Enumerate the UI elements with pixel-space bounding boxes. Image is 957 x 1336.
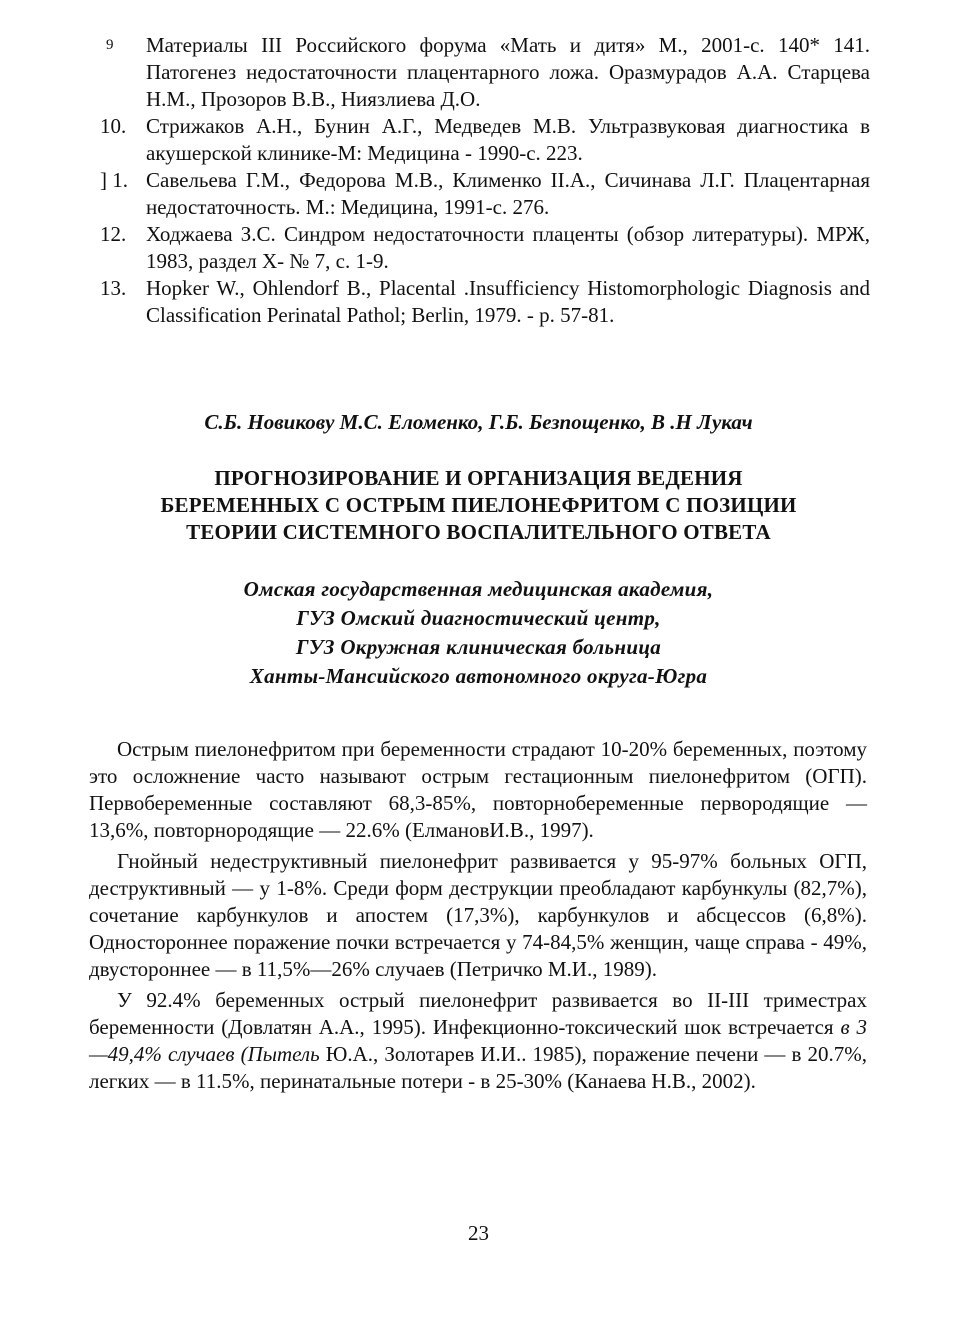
paragraph-text: У 92.4% беременных острый пиелонефрит развивается во II-III триместрах беременности (Довлатян А.А., 1995). Инфекционно-токсический шок встречается	[89, 988, 867, 1039]
reference-number: 13.	[100, 276, 127, 300]
reference-item	[100, 221, 870, 275]
reference-item	[100, 32, 870, 113]
reference-number: ] 1.	[100, 168, 128, 192]
reference-number: 10.	[100, 114, 127, 138]
reference-list	[100, 32, 870, 329]
reference-text: Ходжаева З.С. Синдром недостаточности плаценты (обзор литературы). МРЖ, 1983, раздел X- № 7, с. 1-9.	[146, 222, 870, 273]
title-line: БЕРЕМЕННЫХ С ОСТРЫМ ПИЕЛОНЕФРИТОМ С ПОЗИЦИИ	[160, 493, 797, 517]
page-number: 23	[468, 1221, 489, 1245]
body-paragraph: Гнойный недеструктивный пиелонефрит развивается у 95-97% больных ОГП, деструктивный — у 1-8%. Среди форм деструкции преобладают карбункулы (82,7%), сочетание карбункулов и апостем (17,3%), карбункулов и абсцессов (6,8%). Одностороннее поражение почки встречается у 74-84,5% женщин, чаще справа - 49%, двустороннее — в 11,5%—26% случаев (Петричко М.И., 1989).	[89, 849, 867, 981]
affiliation-line: Ханты-Мансийского автономного округа-Югра	[249, 664, 708, 688]
affiliation-line: Омская государственная медицинская академия,	[243, 577, 714, 601]
reference-text: Hopker W., Ohlendorf B., Placental .Insufficiency Histomorphologic Diagnosis and Classification Perinatal Pathol; Berlin, 1979. - p. 57-81.	[146, 276, 870, 327]
reference-text: Савельева Г.М., Федорова М.В., Клименко II.А., Сичинава Л.Г. Плацентарная недостаточность. М.: Медицина, 1991-с. 276.	[146, 168, 870, 219]
title-line: ПРОГНОЗИРОВАНИЕ И ОРГАНИЗАЦИЯ ВЕДЕНИЯ	[214, 466, 743, 490]
reference-text: Стрижаков А.Н., Бунин А.Г., Медведев М.В. Ультразвуковая диагностика в акушерской клинике-М: Медицина - 1990-с. 223.	[146, 114, 870, 165]
article-body	[89, 736, 867, 1099]
paragraph-italic-text: в 3—49,4% случаев (Пытель	[89, 1015, 867, 1066]
body-paragraph: Острым пиелонефритом при беременности страдают 10-20% беременных, поэтому это осложнение часто называют острым гестационным пиелонефритом (ОГП). Первобеременные составляют 68,3-85%, повторнобеременные первородящие — 13,6%, повторнородящие — 22.6% (ЕлмановИ.В., 1997).	[89, 737, 867, 842]
article-authors: С.Б. Новикову М.С. Еломенко, Г.Б. Безпощенко, В .Н Лукач	[204, 410, 753, 434]
reference-number: 12.	[100, 222, 127, 246]
affiliation-line: ГУЗ Окружная клиническая больница	[295, 635, 662, 659]
reference-item	[100, 275, 870, 329]
body-paragraph	[89, 987, 867, 1095]
reference-item	[100, 167, 870, 221]
reference-number: 9	[106, 37, 114, 53]
affiliation-line: ГУЗ Омский диагностический центр,	[296, 606, 661, 630]
reference-text: Материалы III Российского форума «Мать и дитя» М., 2001-с. 140* 141. Патогенез недостаточности плацентарного ложа. Оразмурадов А.А. Старцева Н.М., Прозоров В.В., Ниязлиева Д.О.	[146, 33, 870, 111]
reference-item	[100, 113, 870, 167]
paragraph-text: Ю.А., Золотарев И.И.. 1985), поражение печени — в 20.7%, легких — в 11.5%, перинатальные потери - в 25-30% (Канаева Н.В., 2002).	[89, 1042, 868, 1093]
title-line: ТЕОРИИ СИСТЕМНОГО ВОСПАЛИТЕЛЬНОГО ОТВЕТА	[186, 520, 771, 544]
article-title	[80, 465, 877, 546]
article-affiliations	[80, 575, 877, 691]
